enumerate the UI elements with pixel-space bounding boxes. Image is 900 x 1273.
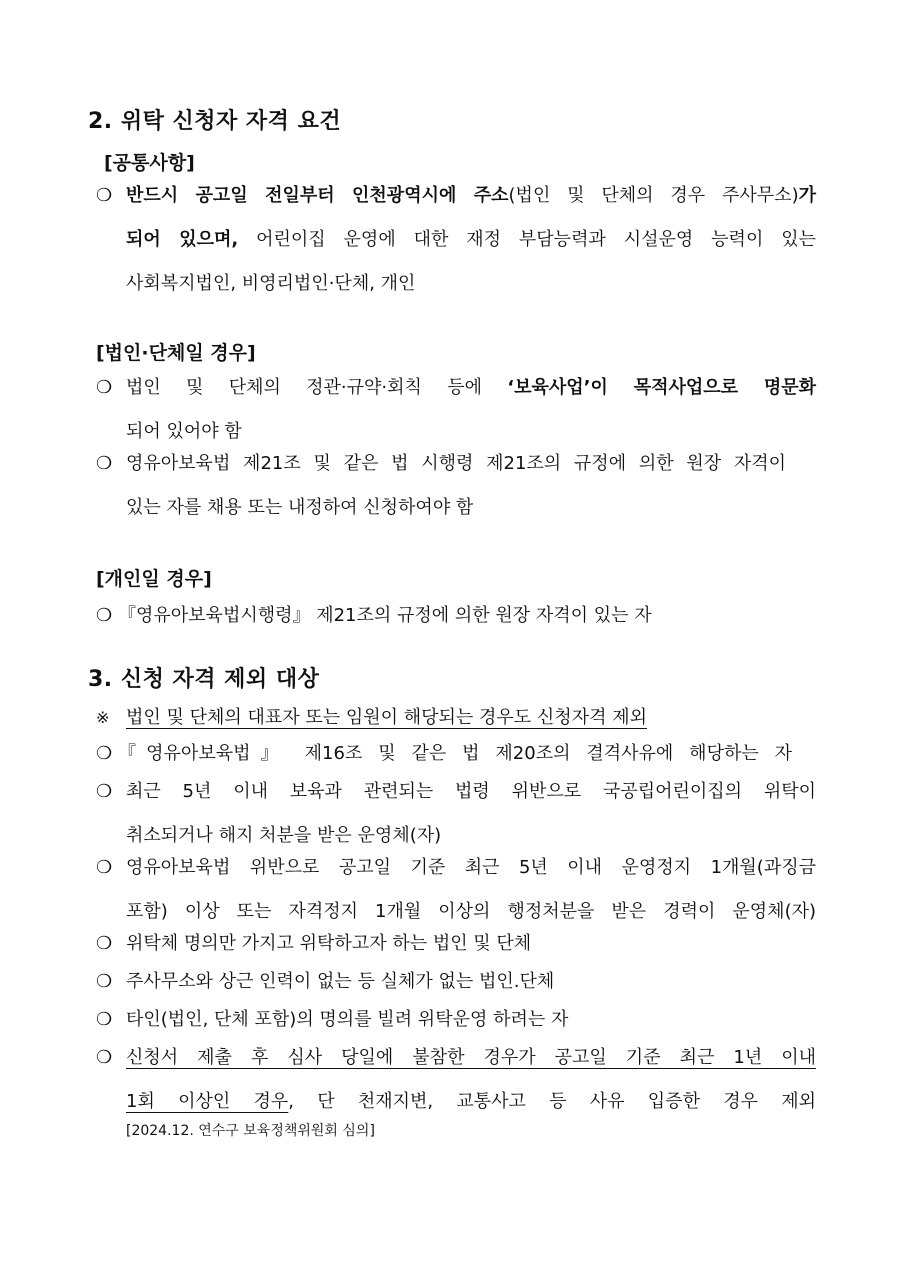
- list-item: ❍ 최근 5년 이내 보육과 관련되는 법령 위반으로 국공립어린이집의 위탁이 취소되거나 해지 처분을 받은 운영체(자): [96, 770, 816, 858]
- individual-heading: [개인일 경우]: [96, 568, 212, 590]
- bullet-icon: ❍: [96, 605, 113, 626]
- list-item: ❍ 영유아보육법 제21조 및 같은 법 시행령 제21조의 규정에 의한 원장 자격이 있는 자를 채용 또는 내정하여 신청하여야 함: [96, 442, 816, 530]
- list-item: ❍ 주사무소와 상근 인력이 없는 등 실체가 없는 법인.단체: [96, 960, 816, 1004]
- reference-mark-icon: ※: [96, 708, 110, 727]
- common-heading: [공통사항]: [104, 152, 195, 174]
- bullet-icon: ❍: [96, 1047, 113, 1068]
- list-item: ❍ 신청서 제출 후 심사 당일에 불참한 경우가 공고일 기준 최근 1년 이내 1회 이상인 경우, 단 천재지변, 교통사고 등 사유 입증한 경우 제외: [96, 1036, 816, 1124]
- list-item: ❍ 『영유아보육법시행령』 제21조의 규정에 의한 원장 자격이 있는 자: [96, 594, 816, 638]
- corp-heading: [법인·단체일 경우]: [96, 342, 256, 364]
- list-item: ❍ 위탁체 명의만 가지고 위탁하고자 하는 법인 및 단체: [96, 922, 816, 966]
- bullet-icon: ❍: [96, 857, 113, 878]
- bullet-icon: ❍: [96, 743, 113, 764]
- section-2-title: 2. 위탁 신청자 자격 요건: [88, 109, 342, 134]
- bullet-icon: ❍: [96, 781, 113, 802]
- list-item: ❍ 『영유아보육법』 제16조 및 같은 법 제20조의 결격사유에 해당하는 자: [96, 732, 816, 776]
- exclusion-note: ※ 법인 및 단체의 대표자 또는 임원이 해당되는 경우도 신청자격 제외: [96, 696, 816, 740]
- list-item: ❍ 법인 및 단체의 정관·규약·회칙 등에 ‘보육사업’이 목적사업으로 명문화 되어 있어야 함: [96, 366, 816, 454]
- list-item: ❍ 반드시 공고일 전일부터 인천광역시에 주소(법인 및 단체의 경우 주사무소)가 되어 있으며, 어린이집 운영에 대한 재정 부담능력과 시설운영 능력이 있는 사회복지법인, 비영리법인·단체, 개인: [96, 174, 816, 306]
- bullet-icon: ❍: [96, 933, 113, 954]
- bullet-icon: ❍: [96, 377, 113, 398]
- footnote: [2024.12. 연수구 보육정책위원회 심의]: [126, 1123, 375, 1139]
- list-item: ❍ 영유아보육법 위반으로 공고일 기준 최근 5년 이내 운영정지 1개월(과징금 포함) 이상 또는 자격정지 1개월 이상의 행정처분을 받은 경력이 운영체(자): [96, 846, 816, 934]
- bullet-icon: ❍: [96, 185, 113, 206]
- bullet-icon: ❍: [96, 971, 113, 992]
- section-3-title: 3. 신청 자격 제외 대상: [88, 667, 320, 692]
- bullet-icon: ❍: [96, 1009, 113, 1030]
- list-item: ❍ 타인(법인, 단체 포함)의 명의를 빌려 위탁운영 하려는 자: [96, 998, 816, 1042]
- bullet-icon: ❍: [96, 453, 113, 474]
